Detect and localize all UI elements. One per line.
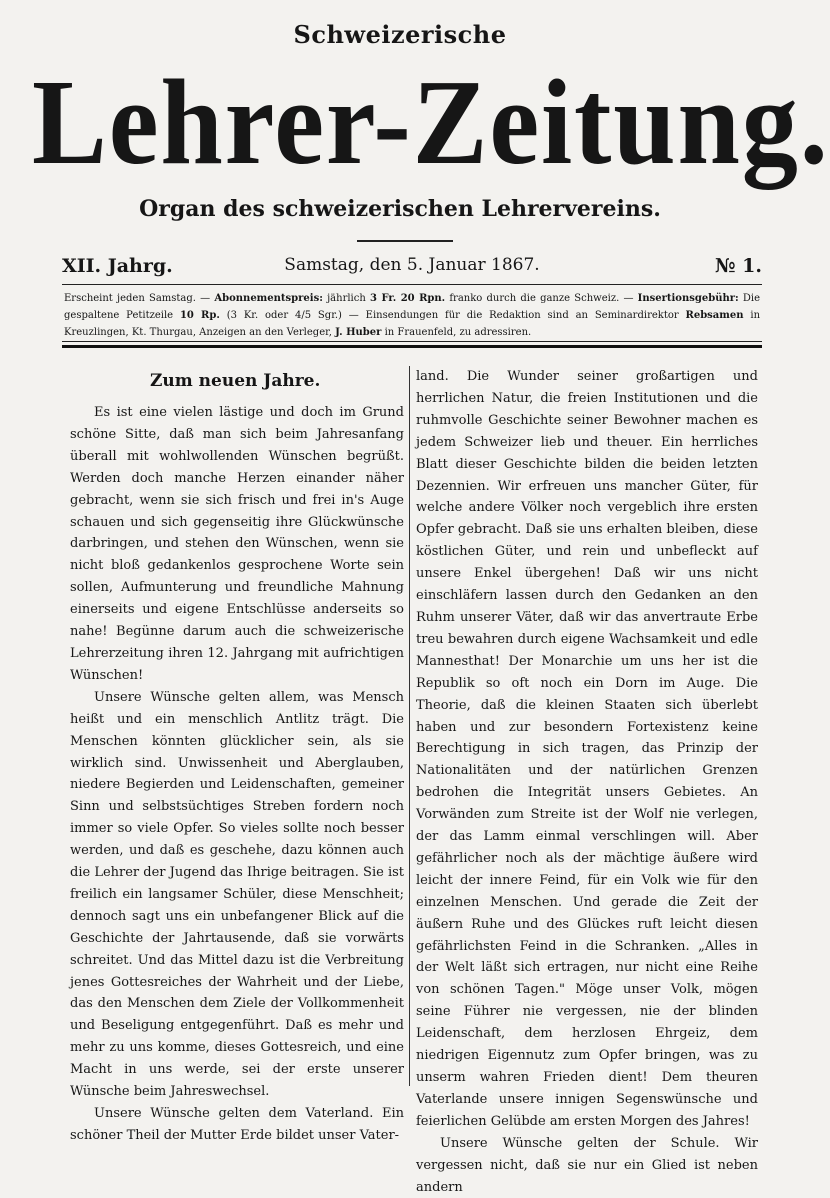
volume-label: XII. Jahrg. (62, 255, 173, 277)
masthead-kicker: Schweizerische (293, 20, 507, 49)
rule-double-top (62, 341, 762, 342)
rule-top (62, 284, 762, 285)
notice-text: Erscheint jeden Samstag. — (64, 293, 215, 304)
masthead-title: Lehrer-Zeitung. (32, 55, 830, 190)
notice-insertion-label: Insertionsgebühr: (637, 293, 739, 304)
notice-insertion-price: 10 Rp. (179, 310, 220, 321)
article-title: Zum neuen Jahre. (150, 371, 321, 391)
paragraph: Es ist eine vielen lästige und doch im Grund schöne Sitte, daß man sich beim Jahresanfang überall mit wohlwollenden Wünschen begrüßt. Werden doch manche Herzen einander näher gebracht, wenn sie sich frisch und frei in's Auge schauen und sich gegenseitig ihre Glückwünsche darbringen, und stehen den Wünschen, wenn sie nicht bloß gedankenlos gesprochene Worte sein sollen, Aufmunterung und freundliche Mahnung einerseits und eigene Entschlüsse anderseits so nahe! Begünne darum auch die schweizerische Lehrerzeitung ihren 12. Jahrgang mit aufrichtigen Wünschen! (70, 405, 404, 683)
paragraph: land. Die Wunder seiner großartigen und herrlichen Natur, die freien Institutionen und die ruhmvolle Geschichte seiner Bewohner machen es jedem Schweizer lieb und theuer. Ein herrliches Blatt dieser Geschichte bilden die beiden letzten Dezennien. Wir erfreuen uns mancher Güter, für welche andere Völker noch vergeblich ihre ersten Opfer gebracht. Daß sie uns erhalten bleiben, diese köstlichen Güter, und rein und unbefleckt auf unsere Enkel übergehen! Daß wir uns nicht einschläfern lassen durch den Gedanken an den Ruhm unserer Väter, daß wir das anvertraute Erbe treu bewahren durch eigene Wachsamkeit und edle Mannesthat! Der Monarchie um uns her ist die Republik so oft noch ein Dorn im Auge. Die Theorie, daß die kleinen Staaten sich überlebt haben und zur besondern Fortexistenz keine Berechtigung in sich tragen, das Prinzip der Nationalitäten und der natürlichen Grenzen bedrohen die Integrität unsers Gebietes. An Vorwänden zum Streite ist der Wolf nie verlegen, der das Lamm einmal verschlingen will. Aber gefährlicher noch als der mächtige äußere wird leicht der innere Feind, für ein Volk wie für den einzelnen Menschen. Und gerade die Zeit der äußern Ruhe und des Glückes ruft leicht diesen gefährlichsten Feind in die Schranken. „Alles in der Welt läßt sich ertragen, nur nicht eine Reihe von schönen Tagen." Möge unser Volk, mögen seine Führer nie vergessen, nie der blinden Leidenschaft, dem herzlosen Ehrgeiz, dem niedrigen Eigennutz zum Opfer bringen, was zu unserm wahren Frieden dient! Dem theuren Vaterlande unsere innigen Segenswünsche und feierlichen Gelübde am ersten Morgen des Jahres! (416, 369, 758, 1129)
masthead-subtitle: Organ des schweizerischen Lehrervereins. (139, 196, 661, 222)
ornamental-rule (357, 240, 453, 242)
column-right (416, 366, 758, 1195)
notice-editor: Rebsamen (685, 310, 744, 321)
issue-number: № 1. (714, 255, 762, 277)
notice-abo-price: 3 Fr. 20 Rpn. (370, 293, 446, 304)
notice-publisher: J. Huber (335, 327, 382, 338)
dateline (62, 255, 762, 281)
paragraph: Unsere Wünsche gelten der Schule. Wir vergessen nicht, daß sie nur ein Glied ist neben andern (416, 1135, 758, 1195)
notice-text: franko durch die ganze Schweiz. — (445, 293, 638, 304)
rule-double-bottom (62, 345, 762, 348)
issue-date: Samstag, den 5. Januar 1867. (284, 255, 540, 275)
paragraph: Unsere Wünsche gelten allem, was Mensch heißt und ein menschlich Antlitz trägt. Die Menschen könnten glücklicher sein, als sie wirklich sind. Unwissenheit und Aberglauben, niedere Begierden und Leidenschaften, gemeiner Sinn und selbstsüchtiges Streben fordern noch immer so viele Opfer. So vieles sollte noch besser werden, und daß es geschehe, dazu können auch die Lehrer der Jugend das Ihrige beitragen. Sie ist freilich ein langsamer Schüler, diese Menschheit; dennoch sagt uns ein unbefangener Blick auf die Geschichte der Jahrtausende, daß sie vorwärts schreitet. Und das Mittel dazu ist die Verbreitung jenes Gottesreiches der Wahrheit und der Liebe, das den Menschen dem Ziele der Vollkommenheit und Beseligung entgegenführt. Daß es mehr und mehr zu uns komme, dieses Gottesreich, und eine Macht in uns werde, sei der erste unserer Wünsche beim Jahreswechsel. (70, 689, 404, 1100)
notice-text: (3 Kr. oder 4/5 Sgr.) — Einsendungen für die Redaktion sind an Seminardirektor (219, 310, 686, 321)
notice-text: in Frauenfeld, zu adressiren. (381, 327, 532, 338)
subscription-notice (64, 290, 760, 341)
column-left (70, 366, 404, 1143)
notice-abo-label: Abonnementspreis: (214, 293, 323, 304)
notice-text: jährlich (322, 293, 370, 304)
column-divider (409, 366, 410, 1086)
notice-text: Die gespaltene Petitzeile (64, 293, 761, 321)
paragraph: Unsere Wünsche gelten dem Vaterland. Ein schöner Theil der Mutter Erde bildet unser Vater- (70, 1106, 404, 1143)
notice-text: in Kreuzlingen, Kt. Thurgau, Anzeigen an den Verleger, (64, 310, 761, 338)
